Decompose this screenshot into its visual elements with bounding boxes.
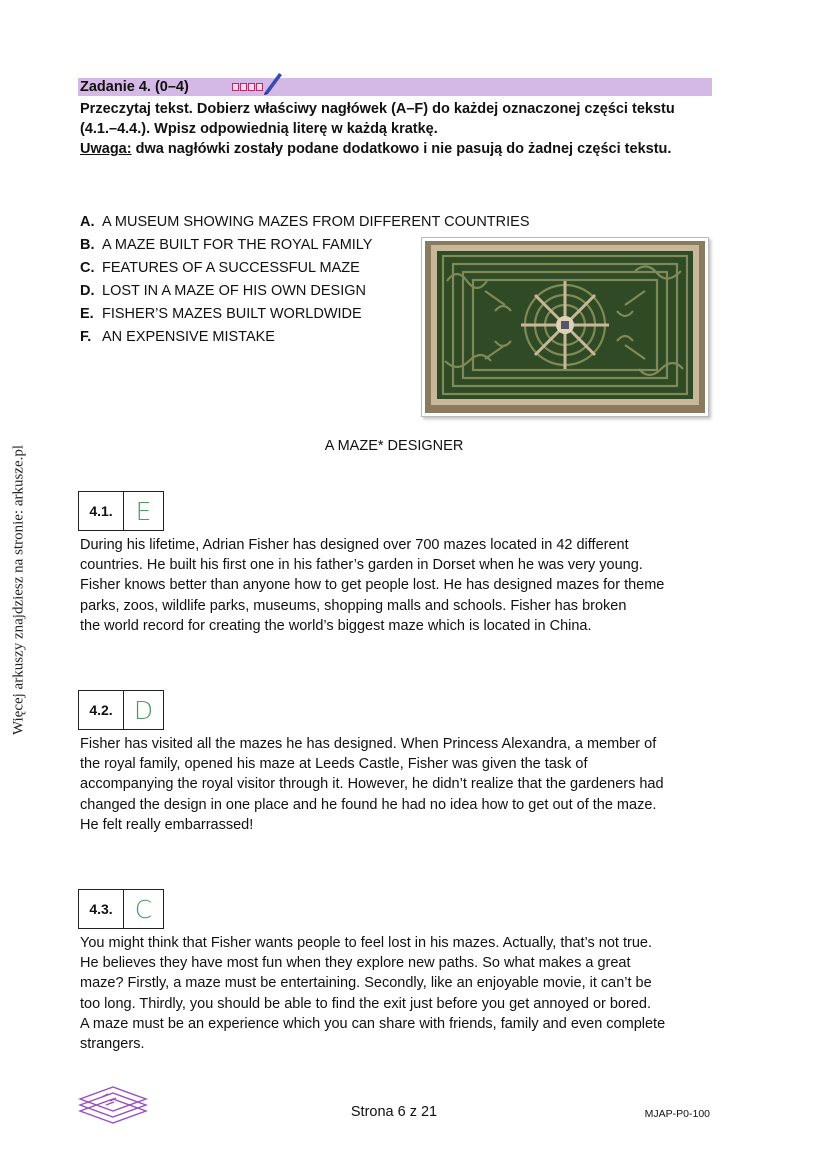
side-watermark-text: Więcej arkuszy znajdziesz na stronie: arkusze.pl bbox=[10, 444, 27, 736]
heading-letter: B. bbox=[80, 237, 95, 253]
pen-icon bbox=[262, 70, 284, 96]
heading-letter: F. bbox=[80, 329, 92, 345]
heading-item bbox=[80, 211, 530, 234]
paragraph-line: A maze must be an experience which you can share with friends, family and even complete bbox=[80, 1015, 666, 1032]
instruction-line: (4.1.–4.4.). Wpisz odpowiednią literę w każdą kratkę. bbox=[80, 121, 438, 137]
answer-number: 4.2. bbox=[79, 691, 124, 729]
score-box bbox=[240, 83, 247, 91]
paragraph-line: the royal family, opened his maze at Leeds Castle, Fisher was given the task of bbox=[80, 756, 588, 773]
heading-text: FISHER’S MAZES BUILT WORLDWIDE bbox=[102, 306, 362, 322]
paragraph-line: He believes they have most fun when they explore new paths. So what makes a great bbox=[80, 955, 631, 972]
heading-letter: A. bbox=[80, 214, 95, 230]
paragraph-line: Fisher has visited all the mazes he has designed. When Princess Alexandra, a member of bbox=[80, 736, 657, 752]
heading-text: LOST IN A MAZE OF HIS OWN DESIGN bbox=[102, 283, 366, 299]
section-paragraph-4-3 bbox=[80, 933, 720, 1054]
paragraph-line: accompanying the royal visitor through it. However, he didn’t realize that the gardeners had bbox=[80, 776, 664, 793]
answer-box-4-3 bbox=[78, 889, 164, 929]
side-watermark bbox=[8, 430, 30, 750]
answer-input[interactable]: D bbox=[133, 695, 154, 725]
section-paragraph-4-1 bbox=[80, 535, 720, 636]
paragraph-line: parks, zoos, wildlife parks, museums, shopping malls and schools. Fisher has broken bbox=[80, 597, 627, 614]
text-title: A MAZE* DESIGNER bbox=[324, 438, 464, 454]
exam-code: MJAP-P0-100 bbox=[644, 1108, 710, 1120]
paragraph-line: maze? Firstly, a maze must be entertaining. Secondly, like an enjoyable movie, it can’t be bbox=[80, 975, 652, 992]
heading-text: A MAZE BUILT FOR THE ROYAL FAMILY bbox=[102, 237, 373, 253]
paragraph-line: He felt really embarrassed! bbox=[80, 816, 254, 833]
paragraph-line: countries. He built his first one in his father’s garden in Dorset when he was very young. bbox=[80, 557, 643, 574]
note-label: Uwaga: bbox=[80, 141, 132, 157]
answer-box-4-1 bbox=[78, 491, 164, 531]
heading-text: A MUSEUM SHOWING MAZES FROM DIFFERENT COUNTRIES bbox=[102, 214, 530, 230]
paragraph-line: the world record for creating the world’s biggest maze which is located in China. bbox=[80, 617, 592, 634]
paragraph-line: During his lifetime, Adrian Fisher has designed over 700 mazes located in 42 different bbox=[80, 537, 629, 553]
paragraph-line: Fisher knows better than anyone how to get people lost. He has designed mazes for theme bbox=[80, 577, 665, 594]
score-boxes bbox=[232, 83, 263, 91]
heading-text: AN EXPENSIVE MISTAKE bbox=[102, 329, 275, 345]
paragraph-line: changed the design in one place and he found he had no idea how to get out of the maze. bbox=[80, 796, 657, 813]
task-title: Zadanie 4. (0–4) bbox=[80, 79, 189, 95]
answer-input[interactable]: E bbox=[135, 496, 152, 526]
answer-number: 4.3. bbox=[79, 890, 124, 928]
score-box bbox=[248, 83, 255, 91]
paragraph-line: strangers. bbox=[80, 1036, 145, 1053]
task-instructions bbox=[80, 99, 730, 159]
maze-photo bbox=[421, 237, 709, 417]
page-number: Strona 6 z 21 bbox=[350, 1104, 438, 1120]
paragraph-line: too long. Thirdly, you should be able to find the exit just before you get annoyed or bored. bbox=[80, 995, 651, 1012]
instruction-note bbox=[80, 139, 730, 159]
heading-letter: C. bbox=[80, 260, 95, 276]
instruction-line: Przeczytaj tekst. Dobierz właściwy nagłówek (A–F) do każdej oznaczonej części tekstu bbox=[80, 101, 675, 117]
maze-illustration bbox=[425, 241, 705, 413]
heading-letter: E. bbox=[80, 306, 94, 322]
score-box bbox=[232, 83, 239, 91]
answer-number: 4.1. bbox=[79, 492, 124, 530]
heading-text: FEATURES OF A SUCCESSFUL MAZE bbox=[102, 260, 360, 276]
heading-letter: D. bbox=[80, 283, 95, 299]
answer-box-4-2 bbox=[78, 690, 164, 730]
paragraph-line: You might think that Fisher wants people to feel lost in his mazes. Actually, that’s not true. bbox=[80, 935, 652, 951]
note-text: dwa nagłówki zostały podane dodatkowo i nie pasują do żadnej części tekstu. bbox=[131, 141, 672, 157]
answer-input[interactable]: C bbox=[134, 894, 153, 924]
section-paragraph-4-2 bbox=[80, 734, 720, 835]
